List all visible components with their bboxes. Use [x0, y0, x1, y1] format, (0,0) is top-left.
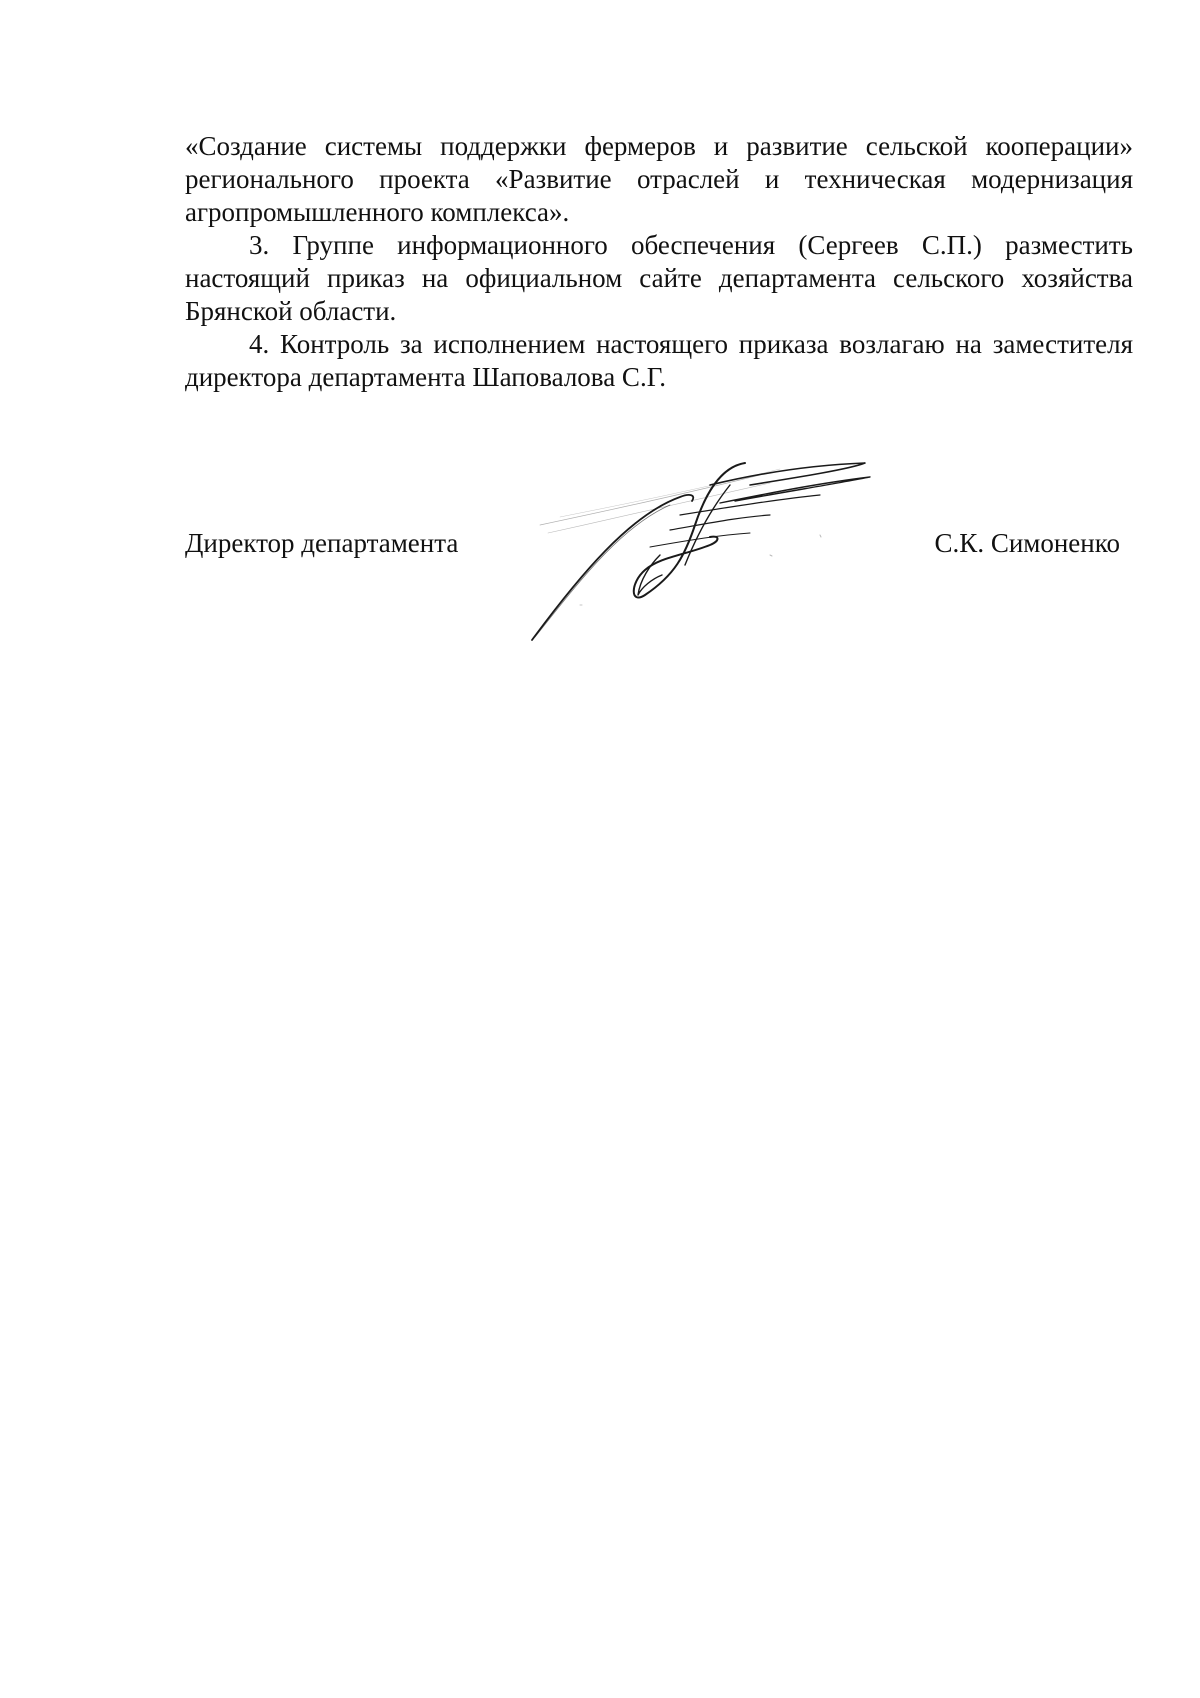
signer-position: Директор департамента [185, 528, 459, 558]
paragraph-item-4: 4. Контроль за исполнением настоящего приказа возлагаю на заместителя директора департамента Шаповалова С.Г. [185, 329, 1133, 392]
document-body [185, 130, 1133, 394]
paragraph-item-3: 3. Группе информационного обеспечения (Сергеев С.П.) разместить настоящий приказ на официальном сайте департамента сельского хозяйства Брянской области. [185, 230, 1133, 326]
paragraph-continuation: «Создание системы поддержки фермеров и развитие сельской кооперации» регионального проекта «Развитие отраслей и техническая модернизация агропромышленного комплекса». [185, 131, 1133, 227]
signer-name: С.К. Симоненко [934, 528, 1120, 558]
handwritten-signature [520, 455, 910, 650]
